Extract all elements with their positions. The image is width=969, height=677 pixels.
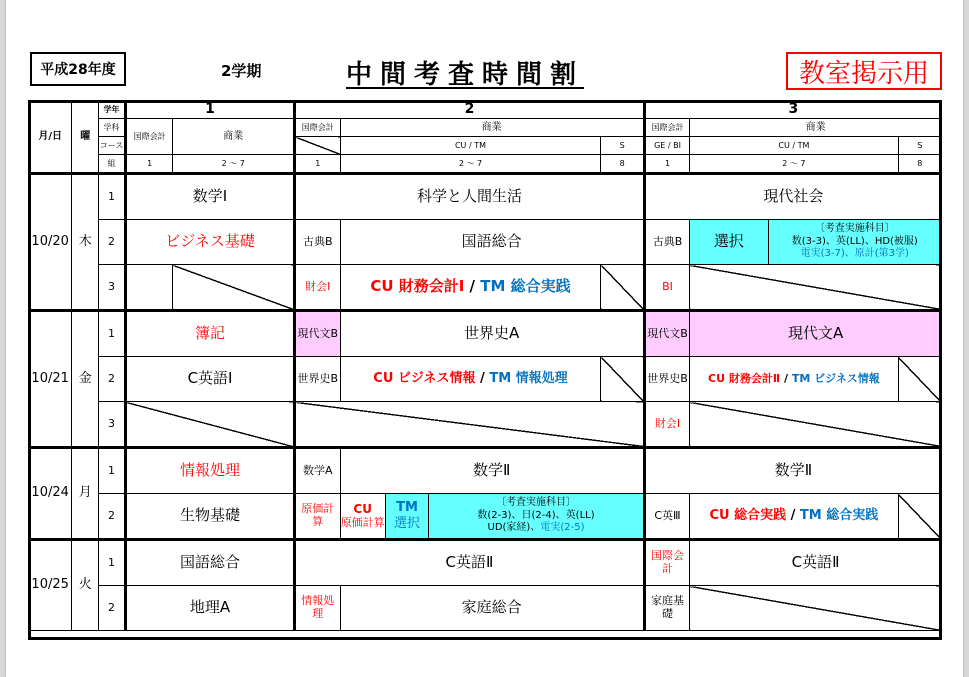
g3-course-cutm: CU / TM	[690, 137, 898, 155]
period-number: 1	[99, 540, 126, 586]
period-number: 2	[99, 357, 126, 402]
tm-select: 選択	[394, 516, 421, 531]
d3-g2-p1-sugakua: 数学A	[295, 448, 340, 494]
grade-1-header: 1	[125, 101, 294, 119]
note-heading: 〔考査実施科目〕	[496, 497, 576, 509]
d2-g3-p3-zaikai: 財会Ⅰ	[644, 402, 689, 448]
note-line: 数(2-3)、日(2-4)、英(LL)	[477, 509, 595, 521]
g1-dept-kaikei: 国際会計	[125, 119, 172, 155]
d2-g2-p1-sekaishi: 世界史A	[340, 311, 644, 357]
g2-course-s: S	[601, 137, 644, 155]
g3-class-27: 2 ～ 7	[690, 155, 898, 174]
period-number: 2	[99, 494, 126, 540]
d3-g2-p2-note	[429, 494, 645, 540]
day1-date: 10/20	[29, 174, 72, 311]
d2-g1-p3-slash	[125, 402, 294, 448]
period-number: 1	[99, 311, 126, 357]
term-label: 2学期	[221, 62, 262, 80]
d2-g1-p2: C英語Ⅰ	[125, 357, 294, 402]
g2-course-cutm: CU / TM	[340, 137, 601, 155]
note-ud: UD(家経)、	[487, 522, 541, 534]
g2-class-8: 8	[601, 155, 644, 174]
d3-g3-p1: 数学Ⅱ	[644, 448, 941, 494]
g1-class-27: 2 ～ 7	[173, 155, 295, 174]
g1-dept-shogyo: 商業	[173, 119, 295, 155]
exam-timetable	[28, 100, 942, 631]
d3-g1-p2: 生物基礎	[125, 494, 294, 540]
d2-g2-p2-slash	[601, 357, 644, 402]
d1-g3-p3-bi: BI	[644, 265, 689, 311]
cu-subject: CU 財務会計Ⅱ	[708, 371, 781, 385]
g3-dept-shogyo: 商業	[690, 119, 942, 137]
tm-subject: TM ビジネス情報	[791, 371, 880, 385]
course-separator: /	[783, 371, 788, 385]
grade-2-header: 2	[295, 101, 645, 119]
tm-subject: TM 総合実践	[799, 507, 879, 523]
note-denjitsu: 電実(2-5)	[540, 522, 585, 534]
page-title: 中間考査時間割	[346, 60, 585, 90]
d4-g3-p1-cei2: C英語Ⅱ	[690, 540, 942, 586]
d2-g3-p2-cutm	[690, 357, 898, 402]
day3-dow: 月	[72, 448, 99, 540]
date-header: 月/日	[29, 101, 72, 174]
d1-g2-p3-zaikai: 財会Ⅰ	[295, 265, 340, 311]
cu-label: CU	[353, 502, 372, 517]
d1-g1-p3-empty	[125, 265, 172, 311]
d4-g1-p1: 国語総合	[125, 540, 294, 586]
g3-dept-kaikei: 国際会計	[644, 119, 689, 137]
classroom-display-label: 教室掲示用	[786, 52, 942, 90]
period-number: 3	[99, 402, 126, 448]
d2-g1-p1: 簿記	[125, 311, 294, 357]
g2-dept-shogyo: 商業	[340, 119, 644, 137]
day4-period1-row	[29, 540, 942, 586]
d4-g2-p1: C英語Ⅱ	[295, 540, 645, 586]
d2-g3-p2-sekaishi: 世界史B	[644, 357, 689, 402]
g2-dept-kaikei: 国際会計	[295, 119, 340, 137]
day3-date: 10/24	[29, 448, 72, 540]
day3-period2-row	[29, 494, 942, 540]
d1-g3-p3-slash	[690, 265, 942, 311]
dow-header: 曜	[72, 101, 99, 174]
period-number: 2	[99, 586, 126, 631]
d1-g1-p3-slash	[173, 265, 295, 311]
g1-class-1: 1	[125, 155, 172, 174]
d3-g3-p2-cutm	[690, 494, 898, 540]
d2-g3-p1-gendaibun-b: 現代文B	[644, 311, 689, 357]
d2-g3-p3-slash	[690, 402, 942, 448]
d1-g2-p2-kokugo: 国語総合	[340, 220, 644, 265]
note-line: 数(3-3)、英(LL)、HD(被服)	[791, 235, 918, 247]
cu-subject: CU 総合実践	[709, 507, 787, 523]
d4-g3-p2-slash	[690, 586, 942, 631]
d2-g3-p1-gendaibun-a: 現代文A	[690, 311, 942, 357]
d4-g1-p2: 地理A	[125, 586, 294, 631]
dept-label: 学科	[99, 119, 126, 137]
period-number: 1	[99, 174, 126, 220]
d4-g2-p2-katei: 家庭総合	[340, 586, 644, 631]
d1-g3-p2-koten: 古典B	[644, 220, 689, 265]
d1-g3-p2-select: 選択	[690, 220, 768, 265]
grade-label: 学年	[99, 101, 126, 119]
d2-g2-p2-cutm	[340, 357, 601, 402]
grade-3-header: 3	[644, 101, 941, 119]
day1-period2-row	[29, 220, 942, 265]
d4-g2-p2-joho: 情報処理	[295, 586, 340, 631]
cu-subject: CU 財務会計Ⅰ	[370, 277, 465, 296]
class-label: 組	[99, 155, 126, 174]
note-heading: 〔考査実施科目〕	[814, 223, 895, 235]
d3-g2-p2-tm	[385, 494, 428, 540]
day4-date: 10/25	[29, 540, 72, 631]
g2-course-blank	[295, 137, 340, 155]
day2-period3-row	[29, 402, 942, 448]
d1-g3-p1: 現代社会	[644, 174, 941, 220]
day2-date: 10/21	[29, 311, 72, 448]
d4-g3-p1-kaikei: 国際会計	[644, 540, 689, 586]
g3-course-s: S	[898, 137, 941, 155]
d2-g2-p3-slash	[295, 402, 645, 448]
course-separator: /	[480, 370, 485, 386]
g2-class-1: 1	[295, 155, 340, 174]
school-year: 平成28年度	[30, 52, 126, 86]
day4-period2-row	[29, 586, 942, 631]
class-row	[29, 155, 942, 174]
d3-g3-p2-slash	[898, 494, 941, 540]
tm-subject: TM 総合実践	[480, 277, 571, 296]
d4-g3-p2-katei-kiso: 家庭基礎	[644, 586, 689, 631]
day1-dow: 木	[72, 174, 99, 311]
period-number: 1	[99, 448, 126, 494]
g2-class-27: 2 ～ 7	[340, 155, 601, 174]
cu-subject: CU ビジネス情報	[373, 370, 476, 386]
d3-g3-p2-cei3: C英Ⅲ	[644, 494, 689, 540]
d3-g1-p1: 情報処理	[125, 448, 294, 494]
g3-course-gebi: GE / BI	[644, 137, 689, 155]
period-number: 2	[99, 220, 126, 265]
d3-g2-p2-cu	[340, 494, 385, 540]
g3-class-8: 8	[898, 155, 941, 174]
day3-period1-row	[29, 448, 942, 494]
day2-dow: 金	[72, 311, 99, 448]
day1-period1-row	[29, 174, 942, 220]
d1-g1-p1: 数学Ⅰ	[125, 174, 294, 220]
d1-g2-p3-cutm	[340, 265, 601, 311]
tm-subject: TM 情報処理	[489, 370, 568, 386]
d2-g2-p2-sekaishi: 世界史B	[295, 357, 340, 402]
day2-period2-row	[29, 357, 942, 402]
tm-label: TM	[396, 500, 418, 516]
period-number: 3	[99, 265, 126, 311]
d2-g3-p2-slash	[898, 357, 941, 402]
day4-dow: 火	[72, 540, 99, 631]
d1-g3-p2-note	[768, 220, 941, 265]
d1-g2-p2-koten: 古典B	[295, 220, 340, 265]
course-separator: /	[469, 277, 476, 296]
d3-g2-p2-genka: 原価計算	[295, 494, 340, 540]
d3-g2-p1-sugaku2: 数学Ⅱ	[340, 448, 644, 494]
d2-g2-p1-gendaibun: 現代文B	[295, 311, 340, 357]
g3-class-1: 1	[644, 155, 689, 174]
d1-g1-p2: ビジネス基礎	[125, 220, 294, 265]
document-page	[6, 0, 963, 677]
dept-row	[29, 119, 942, 137]
note-line	[429, 522, 643, 535]
d1-g2-p1: 科学と人間生活	[295, 174, 645, 220]
day1-period3-row	[29, 265, 942, 311]
cu-subject: 原価計算	[340, 515, 385, 529]
course-separator: /	[790, 507, 796, 523]
course-label: コース	[99, 137, 126, 155]
day2-period1-row	[29, 311, 942, 357]
d1-g2-p3-slash	[601, 265, 644, 311]
grade-row	[29, 101, 942, 119]
note-line: 電実(3-7)、原計(第3学)	[800, 248, 909, 260]
